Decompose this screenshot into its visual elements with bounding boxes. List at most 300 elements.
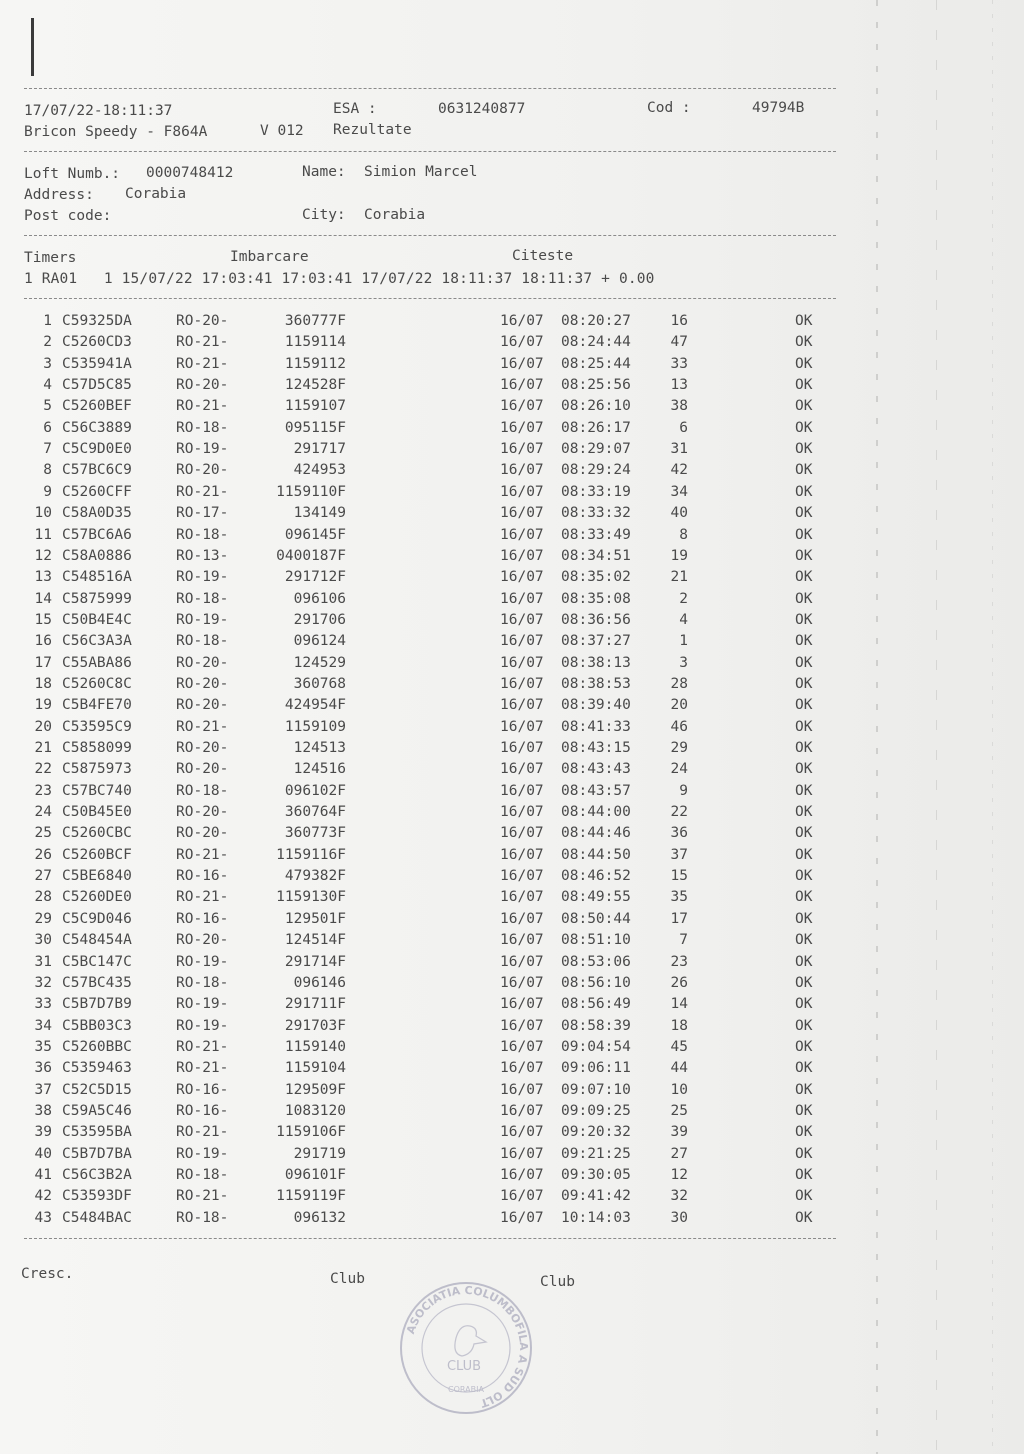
- rank-cell: 14: [34, 590, 52, 607]
- ring-number-cell: 096102F: [284, 782, 346, 799]
- rank-cell: 33: [34, 996, 52, 1013]
- rank-cell: 42: [34, 1188, 52, 1205]
- loft-number: 0000748412: [146, 165, 234, 181]
- basket-position-cell: 10: [670, 1081, 688, 1098]
- ring-prefix-cell: RO-18-: [176, 526, 229, 543]
- ring-prefix-cell: RO-18-: [176, 633, 229, 650]
- arrival-time-cell: 09:21:25: [561, 1145, 631, 1162]
- chip-id-cell: C5260BCF: [62, 846, 132, 863]
- table-row: [0, 505, 836, 526]
- chip-id-cell: C548454A: [62, 932, 132, 949]
- rank-cell: 29: [34, 910, 52, 927]
- table-row: [0, 655, 836, 676]
- table-row: [0, 996, 836, 1017]
- status-cell: OK: [795, 398, 813, 415]
- ring-prefix-cell: RO-16-: [176, 1102, 229, 1119]
- basket-position-cell: 26: [670, 974, 688, 991]
- loft-label: Loft Numb.:: [24, 166, 121, 182]
- ring-prefix-cell: RO-21-: [176, 1124, 229, 1141]
- scan-noise: [876, 0, 878, 1454]
- rank-cell: 2: [43, 334, 52, 351]
- arrival-date-cell: 16/07: [500, 675, 544, 692]
- rank-cell: 16: [34, 633, 52, 650]
- status-cell: OK: [795, 846, 813, 863]
- arrival-date-cell: 16/07: [500, 1209, 544, 1226]
- breeder-signature-label: Cresc.: [21, 1266, 74, 1282]
- table-row: [0, 975, 836, 996]
- ring-number-cell: 1159106F: [276, 1124, 346, 1141]
- ring-number-cell: 096132: [293, 1209, 346, 1226]
- ring-prefix-cell: RO-19-: [176, 1145, 229, 1162]
- ring-prefix-cell: RO-18-: [176, 419, 229, 436]
- ring-prefix-cell: RO-16-: [176, 868, 229, 885]
- table-row: [0, 1188, 836, 1209]
- ring-number-cell: 096145F: [284, 526, 346, 543]
- arrival-date-cell: 16/07: [500, 996, 544, 1013]
- basket-position-cell: 18: [670, 1017, 688, 1034]
- basket-position-cell: 32: [670, 1188, 688, 1205]
- arrival-date-cell: 16/07: [500, 1124, 544, 1141]
- chip-id-cell: C5C9D0E0: [62, 441, 132, 458]
- rank-cell: 23: [34, 782, 52, 799]
- arrival-date-cell: 16/07: [500, 1167, 544, 1183]
- arrival-time-cell: 08:25:44: [561, 355, 631, 372]
- chip-id-cell: C5260C8C: [62, 675, 132, 692]
- ring-prefix-cell: RO-20-: [176, 377, 229, 394]
- ring-number-cell: 096106: [293, 590, 346, 607]
- table-row: [0, 868, 836, 889]
- ring-number-cell: 1159114: [284, 334, 346, 351]
- rank-cell: 5: [43, 398, 52, 415]
- basket-position-cell: 1: [679, 633, 688, 650]
- chip-id-cell: C5260DE0: [62, 889, 132, 906]
- ring-number-cell: 134149: [293, 505, 346, 522]
- arrival-date-cell: 16/07: [500, 654, 544, 671]
- ring-number-cell: 1159116F: [276, 846, 346, 863]
- device-version: V 012: [260, 123, 304, 139]
- table-row: [0, 932, 836, 953]
- ring-prefix-cell: RO-20-: [176, 654, 229, 671]
- status-cell: OK: [795, 462, 813, 479]
- rank-cell: 41: [34, 1167, 52, 1183]
- table-row: [0, 889, 836, 910]
- chip-id-cell: C5260BEF: [62, 398, 132, 415]
- cod-label: Cod :: [647, 100, 691, 116]
- arrival-time-cell: 08:34:51: [561, 547, 631, 564]
- club-signature-label-2: Club: [540, 1274, 575, 1290]
- scan-noise: [936, 0, 937, 1454]
- arrival-date-cell: 16/07: [500, 740, 544, 756]
- table-row: [0, 847, 836, 868]
- basket-position-cell: 8: [679, 526, 688, 543]
- rank-cell: 10: [34, 505, 52, 522]
- arrival-date-cell: 16/07: [500, 953, 544, 970]
- table-row: [0, 441, 836, 462]
- basket-position-cell: 45: [670, 1038, 688, 1055]
- basket-position-cell: 30: [670, 1209, 688, 1226]
- ring-prefix-cell: RO-18-: [176, 782, 229, 799]
- ring-number-cell: 291711F: [284, 996, 346, 1013]
- rank-cell: 1: [43, 313, 52, 329]
- status-cell: OK: [795, 932, 813, 949]
- table-row: [0, 527, 836, 548]
- ring-prefix-cell: RO-18-: [176, 1209, 229, 1226]
- ring-number-cell: 291714F: [284, 953, 346, 970]
- arrival-time-cell: 08:43:43: [561, 761, 631, 778]
- table-row: [0, 569, 836, 590]
- ring-prefix-cell: RO-21-: [176, 889, 229, 906]
- arrival-time-cell: 08:44:46: [561, 825, 631, 842]
- arrival-time-cell: 09:04:54: [561, 1038, 631, 1055]
- chip-id-cell: C548516A: [62, 569, 132, 586]
- arrival-time-cell: 08:36:56: [561, 611, 631, 628]
- ring-prefix-cell: RO-20-: [176, 740, 229, 756]
- table-row: [0, 1167, 836, 1188]
- arrival-time-cell: 08:38:13: [561, 654, 631, 671]
- chip-id-cell: C53595BA: [62, 1124, 132, 1141]
- ring-prefix-cell: RO-19-: [176, 996, 229, 1013]
- ring-prefix-cell: RO-13-: [176, 547, 229, 564]
- table-row: [0, 1124, 836, 1145]
- rank-cell: 18: [34, 675, 52, 692]
- ring-prefix-cell: RO-19-: [176, 953, 229, 970]
- basket-position-cell: 24: [670, 761, 688, 778]
- ring-prefix-cell: RO-20-: [176, 462, 229, 479]
- reading-label: Citeste: [512, 248, 574, 264]
- basket-position-cell: 17: [670, 910, 688, 927]
- status-cell: OK: [795, 1081, 813, 1098]
- arrival-date-cell: 16/07: [500, 1081, 544, 1098]
- basket-position-cell: 46: [670, 718, 688, 735]
- arrival-date-cell: 16/07: [500, 910, 544, 927]
- pigeon-icon: [455, 1326, 486, 1356]
- basket-position-cell: 2: [679, 590, 688, 607]
- chip-id-cell: C5260BBC: [62, 1038, 132, 1055]
- table-row: [0, 1018, 836, 1039]
- ring-prefix-cell: RO-20-: [176, 804, 229, 821]
- ring-number-cell: 291706: [293, 611, 346, 628]
- name-label: Name:: [302, 164, 346, 180]
- table-row: [0, 1039, 836, 1060]
- chip-id-cell: C57D5C85: [62, 377, 132, 394]
- address-value: Corabia: [125, 186, 187, 202]
- rank-cell: 36: [34, 1060, 52, 1077]
- status-cell: OK: [795, 675, 813, 692]
- basket-position-cell: 47: [670, 334, 688, 351]
- ring-prefix-cell: RO-16-: [176, 1081, 229, 1098]
- chip-id-cell: C5260CFF: [62, 483, 132, 500]
- table-row: [0, 420, 836, 441]
- arrival-date-cell: 16/07: [500, 590, 544, 607]
- rank-cell: 26: [34, 846, 52, 863]
- ring-number-cell: 291703F: [284, 1017, 346, 1034]
- status-cell: OK: [795, 654, 813, 671]
- divider: [24, 88, 836, 89]
- arrival-time-cell: 08:24:44: [561, 334, 631, 351]
- chip-id-cell: C57BC435: [62, 974, 132, 991]
- chip-id-cell: C5359463: [62, 1060, 132, 1077]
- ring-number-cell: 096146: [293, 974, 346, 991]
- ring-number-cell: 1159107: [284, 398, 346, 415]
- city-value: Corabia: [364, 207, 426, 223]
- arrival-time-cell: 09:06:11: [561, 1060, 631, 1077]
- divider: [24, 235, 836, 236]
- status-cell: OK: [795, 441, 813, 458]
- arrival-time-cell: 08:50:44: [561, 910, 631, 927]
- status-cell: OK: [795, 355, 813, 372]
- chip-id-cell: C58A0D35: [62, 505, 132, 522]
- basket-position-cell: 25: [670, 1102, 688, 1119]
- arrival-date-cell: 16/07: [500, 846, 544, 863]
- chip-id-cell: C5875999: [62, 590, 132, 607]
- arrival-time-cell: 08:35:08: [561, 590, 631, 607]
- arrival-date-cell: 16/07: [500, 547, 544, 564]
- status-cell: OK: [795, 910, 813, 927]
- status-cell: OK: [795, 313, 813, 329]
- ring-prefix-cell: RO-19-: [176, 1017, 229, 1034]
- arrival-time-cell: 08:49:55: [561, 889, 631, 906]
- ring-prefix-cell: RO-19-: [176, 569, 229, 586]
- arrival-date-cell: 16/07: [500, 1145, 544, 1162]
- rank-cell: 6: [43, 419, 52, 436]
- ring-prefix-cell: RO-16-: [176, 910, 229, 927]
- ring-number-cell: 0400187F: [276, 547, 346, 564]
- arrival-date-cell: 16/07: [500, 1188, 544, 1205]
- status-cell: OK: [795, 569, 813, 586]
- arrival-date-cell: 16/07: [500, 355, 544, 372]
- arrival-time-cell: 08:53:06: [561, 953, 631, 970]
- basket-position-cell: 15: [670, 868, 688, 885]
- status-cell: OK: [795, 505, 813, 522]
- cod-value: 49794B: [752, 100, 805, 116]
- chip-id-cell: C57BC740: [62, 782, 132, 799]
- arrival-date-cell: 16/07: [500, 889, 544, 906]
- table-row: [0, 377, 836, 398]
- arrival-time-cell: 08:44:50: [561, 846, 631, 863]
- arrival-time-cell: 09:30:05: [561, 1167, 631, 1183]
- arrival-time-cell: 08:56:10: [561, 974, 631, 991]
- arrival-time-cell: 08:58:39: [561, 1017, 631, 1034]
- stamp-ring-text: ASOCIATIA COLUMBOFILA A SUD OLT: [404, 1283, 531, 1410]
- basket-position-cell: 22: [670, 804, 688, 821]
- esa-label: ESA :: [333, 101, 377, 117]
- rank-cell: 15: [34, 611, 52, 628]
- chip-id-cell: C56C3B2A: [62, 1167, 132, 1183]
- chip-id-cell: C59325DA: [62, 313, 132, 329]
- ring-number-cell: 291712F: [284, 569, 346, 586]
- arrival-date-cell: 16/07: [500, 419, 544, 436]
- arrival-time-cell: 08:33:19: [561, 483, 631, 500]
- arrival-date-cell: 16/07: [500, 1102, 544, 1119]
- table-row: [0, 825, 836, 846]
- arrival-time-cell: 08:39:40: [561, 697, 631, 714]
- club-signature-label: Club: [330, 1271, 365, 1287]
- ring-number-cell: 124516: [293, 761, 346, 778]
- arrival-date-cell: 16/07: [500, 1038, 544, 1055]
- arrival-time-cell: 09:20:32: [561, 1124, 631, 1141]
- ring-number-cell: 096124: [293, 633, 346, 650]
- rank-cell: 20: [34, 718, 52, 735]
- arrival-date-cell: 16/07: [500, 633, 544, 650]
- rank-cell: 30: [34, 932, 52, 949]
- ring-prefix-cell: RO-20-: [176, 825, 229, 842]
- ring-number-cell: 129509F: [284, 1081, 346, 1098]
- table-row: [0, 398, 836, 419]
- status-cell: OK: [795, 697, 813, 714]
- arrival-time-cell: 10:14:03: [561, 1209, 631, 1226]
- basket-position-cell: 19: [670, 547, 688, 564]
- chip-id-cell: C5260CD3: [62, 334, 132, 351]
- arrival-time-cell: 08:56:49: [561, 996, 631, 1013]
- table-row: [0, 633, 836, 654]
- basket-position-cell: 12: [670, 1167, 688, 1183]
- rank-cell: 21: [34, 740, 52, 756]
- ring-prefix-cell: RO-18-: [176, 1167, 229, 1183]
- ring-number-cell: 360773F: [284, 825, 346, 842]
- status-cell: OK: [795, 1209, 813, 1226]
- rank-cell: 25: [34, 825, 52, 842]
- rank-cell: 24: [34, 804, 52, 821]
- rank-cell: 27: [34, 868, 52, 885]
- timers-label: Timers: [24, 250, 77, 266]
- status-cell: OK: [795, 1060, 813, 1077]
- rank-cell: 28: [34, 889, 52, 906]
- ring-number-cell: 129501F: [284, 910, 346, 927]
- chip-id-cell: C5BE6840: [62, 868, 132, 885]
- basket-position-cell: 14: [670, 996, 688, 1013]
- basket-position-cell: 33: [670, 355, 688, 372]
- rank-cell: 40: [34, 1145, 52, 1162]
- ring-prefix-cell: RO-21-: [176, 718, 229, 735]
- ring-number-cell: 479382F: [284, 868, 346, 885]
- rank-cell: 43: [34, 1209, 52, 1226]
- table-row: [0, 1146, 836, 1167]
- arrival-date-cell: 16/07: [500, 932, 544, 949]
- device-name: Bricon Speedy - F864A: [24, 124, 208, 140]
- stamp-bottom-text: CORABIA: [448, 1385, 484, 1394]
- basket-position-cell: 35: [670, 889, 688, 906]
- table-row: [0, 356, 836, 377]
- status-cell: OK: [795, 483, 813, 500]
- basket-position-cell: 16: [670, 313, 688, 329]
- status-cell: OK: [795, 1017, 813, 1034]
- report-title: Rezultate: [333, 122, 412, 138]
- arrival-time-cell: 08:51:10: [561, 932, 631, 949]
- basket-position-cell: 13: [670, 377, 688, 394]
- rank-cell: 13: [34, 569, 52, 586]
- postcode-label: Post code:: [24, 208, 112, 224]
- status-cell: OK: [795, 868, 813, 885]
- basket-position-cell: 27: [670, 1145, 688, 1162]
- ring-number-cell: 424954F: [284, 697, 346, 714]
- arrival-time-cell: 08:26:17: [561, 419, 631, 436]
- ring-prefix-cell: RO-20-: [176, 697, 229, 714]
- table-row: [0, 761, 836, 782]
- basket-position-cell: 29: [670, 740, 688, 756]
- chip-id-cell: C53593DF: [62, 1188, 132, 1205]
- basket-position-cell: 44: [670, 1060, 688, 1077]
- arrival-date-cell: 16/07: [500, 483, 544, 500]
- arrival-date-cell: 16/07: [500, 313, 544, 329]
- arrival-date-cell: 16/07: [500, 1060, 544, 1077]
- ring-prefix-cell: RO-17-: [176, 505, 229, 522]
- table-row: [0, 697, 836, 718]
- scan-mark: [31, 18, 34, 76]
- chip-id-cell: C5BB03C3: [62, 1017, 132, 1034]
- ring-number-cell: 291719: [293, 1145, 346, 1162]
- chip-id-cell: C5875973: [62, 761, 132, 778]
- chip-id-cell: C5BC147C: [62, 953, 132, 970]
- arrival-date-cell: 16/07: [500, 441, 544, 458]
- basket-position-cell: 28: [670, 675, 688, 692]
- chip-id-cell: C56C3A3A: [62, 633, 132, 650]
- table-row: [0, 462, 836, 483]
- rank-cell: 39: [34, 1124, 52, 1141]
- basket-position-cell: 31: [670, 441, 688, 458]
- ring-number-cell: 1159110F: [276, 483, 346, 500]
- rank-cell: 38: [34, 1102, 52, 1119]
- esa-value: 0631240877: [438, 101, 526, 117]
- status-cell: OK: [795, 804, 813, 821]
- timer-line: 1 RA01 1 15/07/22 17:03:41 17:03:41 17/07/22 18:11:37 18:11:37 + 0.00: [24, 271, 655, 287]
- ring-number-cell: 1159109: [284, 718, 346, 735]
- boarding-label: Imbarcare: [230, 249, 309, 265]
- ring-number-cell: 1083120: [284, 1102, 346, 1119]
- arrival-date-cell: 16/07: [500, 804, 544, 821]
- arrival-time-cell: 08:29:24: [561, 462, 631, 479]
- arrival-date-cell: 16/07: [500, 1017, 544, 1034]
- table-row: [0, 911, 836, 932]
- arrival-date-cell: 16/07: [500, 334, 544, 351]
- status-cell: OK: [795, 633, 813, 650]
- status-cell: OK: [795, 974, 813, 991]
- arrival-date-cell: 16/07: [500, 697, 544, 714]
- status-cell: OK: [795, 419, 813, 436]
- rank-cell: 19: [34, 697, 52, 714]
- ring-prefix-cell: RO-20-: [176, 932, 229, 949]
- ring-number-cell: 096101F: [284, 1167, 346, 1183]
- table-row: [0, 1103, 836, 1124]
- table-row: [0, 612, 836, 633]
- chip-id-cell: C53595C9: [62, 718, 132, 735]
- status-cell: OK: [795, 718, 813, 735]
- basket-position-cell: 40: [670, 505, 688, 522]
- table-row: [0, 676, 836, 697]
- status-cell: OK: [795, 889, 813, 906]
- chip-id-cell: C57BC6A6: [62, 526, 132, 543]
- arrival-time-cell: 08:41:33: [561, 718, 631, 735]
- arrival-date-cell: 16/07: [500, 782, 544, 799]
- arrival-time-cell: 08:37:27: [561, 633, 631, 650]
- table-row: [0, 591, 836, 612]
- chip-id-cell: C52C5D15: [62, 1081, 132, 1098]
- basket-position-cell: 4: [679, 611, 688, 628]
- arrival-time-cell: 08:33:32: [561, 505, 631, 522]
- status-cell: OK: [795, 590, 813, 607]
- table-row: [0, 719, 836, 740]
- ring-number-cell: 1159119F: [276, 1188, 346, 1205]
- arrival-date-cell: 16/07: [500, 868, 544, 885]
- ring-prefix-cell: RO-19-: [176, 441, 229, 458]
- table-row: [0, 804, 836, 825]
- arrival-date-cell: 16/07: [500, 974, 544, 991]
- arrival-time-cell: 08:29:07: [561, 441, 631, 458]
- ring-number-cell: 1159130F: [276, 889, 346, 906]
- city-label: City:: [302, 207, 346, 223]
- table-row: [0, 548, 836, 569]
- status-cell: OK: [795, 1188, 813, 1205]
- basket-position-cell: 20: [670, 697, 688, 714]
